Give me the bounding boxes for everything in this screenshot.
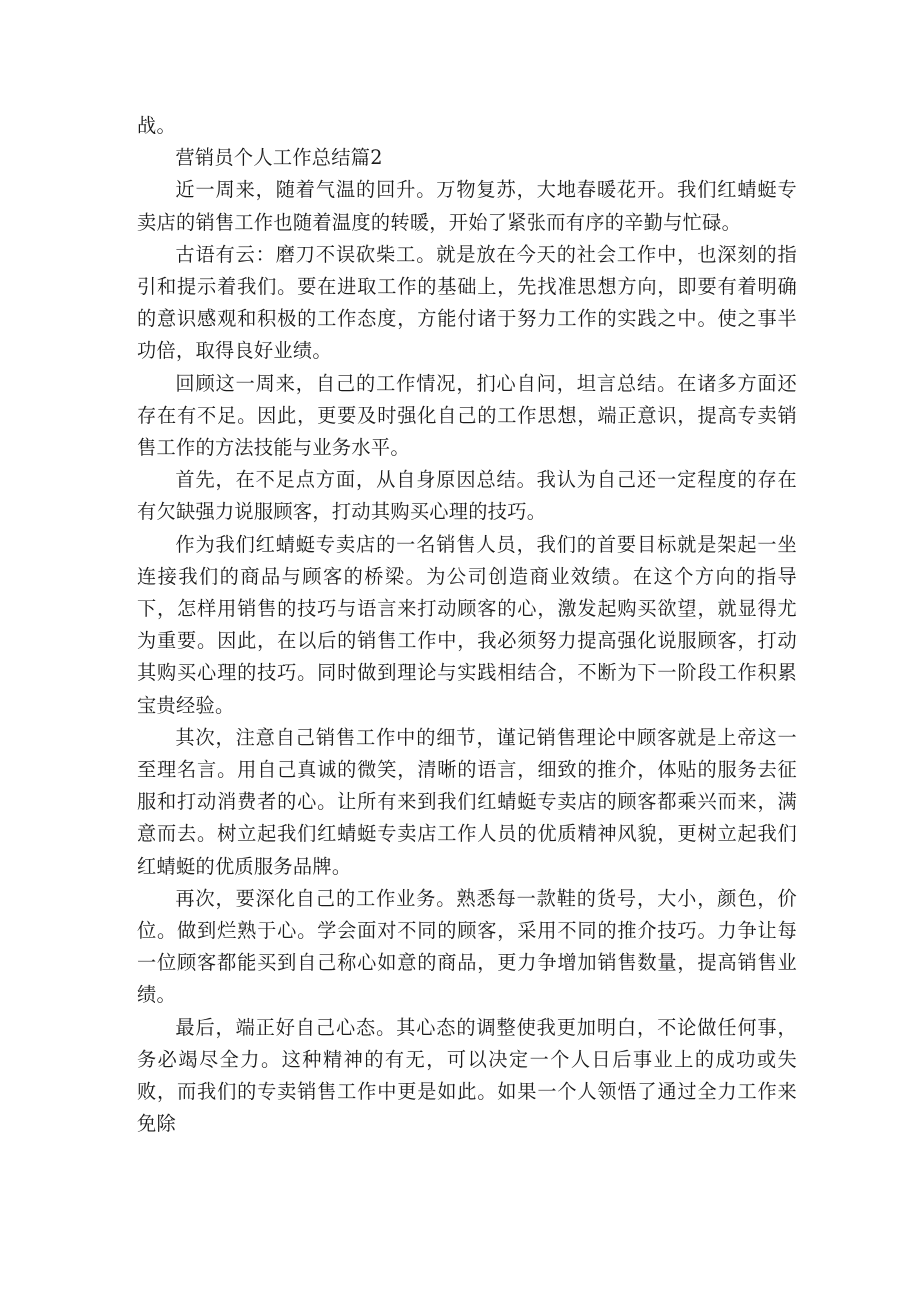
paragraph-intro: 近一周来，随着气温的回升。万物复苏，大地春暖花开。我们红蜻蜓专卖店的销售工作也随着温度的转暖，开始了紧张而有序的辛勤与忙碌。 — [137, 178, 797, 234]
paragraph-proverb: 古语有云：磨刀不误砍柴工。就是放在今天的社会工作中，也深刻的指引和提示着我们。要在进取工作的基础上，先找准思想方向，即要有着明确的意识感观和积极的工作态度，方能付诸于努力工作的实践之中。使之事半功倍，取得良好业绩。 — [137, 242, 797, 363]
paragraph-third: 再次，要深化自己的工作业务。熟悉每一款鞋的货号，大小，颜色，价位。做到烂熟于心。学会面对不同的顾客，采用不同的推介技巧。力争让每一位顾客都能买到自己称心如意的商品，更力争增加销售数量，提高销售业绩。 — [137, 886, 797, 1007]
paragraph-first: 首先，在不足点方面，从自身原因总结。我认为自己还一定程度的存在有欠缺强力说服顾客，打动其购买心理的技巧。 — [137, 468, 797, 524]
section-title: 营销员个人工作总结篇2 — [175, 146, 383, 170]
paragraph-review: 回顾这一周来，自己的工作情况，扪心自问，坦言总结。在诸多方面还存在有不足。因此，更要及时强化自己的工作思想，端正意识，提高专卖销售工作的方法技能与业务水平。 — [137, 371, 797, 460]
paragraph-last: 最后，端正好自己心态。其心态的调整使我更加明白，不论做任何事，务必竭尽全力。这种精神的有无，可以决定一个人日后事业上的成功或失败，而我们的专卖销售工作中更是如此。如果一个人领悟了通过全力工作来免除 — [137, 1015, 797, 1136]
lead-fragment: 战。 — [137, 114, 176, 137]
document-page — [137, 110, 797, 1141]
paragraph-role: 作为我们红蜻蜓专卖店的一名销售人员，我们的首要目标就是架起一坐连接我们的商品与顾客的桥梁。为公司创造商业效绩。在这个方向的指导下，怎样用销售的技巧与语言来打动顾客的心，激发起购买欲望，就显得尤为重要。因此，在以后的销售工作中，我必须努力提高强化说服顾客，打动其购买心理的技巧。同时做到理论与实践相结合，不断为下一阶段工作积累宝贵经验。 — [137, 532, 797, 717]
paragraph-second: 其次，注意自己销售工作中的细节，谨记销售理论中顾客就是上帝这一至理名言。用自己真诚的微笑，清晰的语言，细致的推介，体贴的服务去征服和打动消费者的心。让所有来到我们红蜻蜓专卖店的顾客都乘兴而来，满意而去。树立起我们红蜻蜓专卖店工作人员的优质精神风貌，更树立起我们红蜻蜓的优质服务品牌。 — [137, 725, 797, 878]
